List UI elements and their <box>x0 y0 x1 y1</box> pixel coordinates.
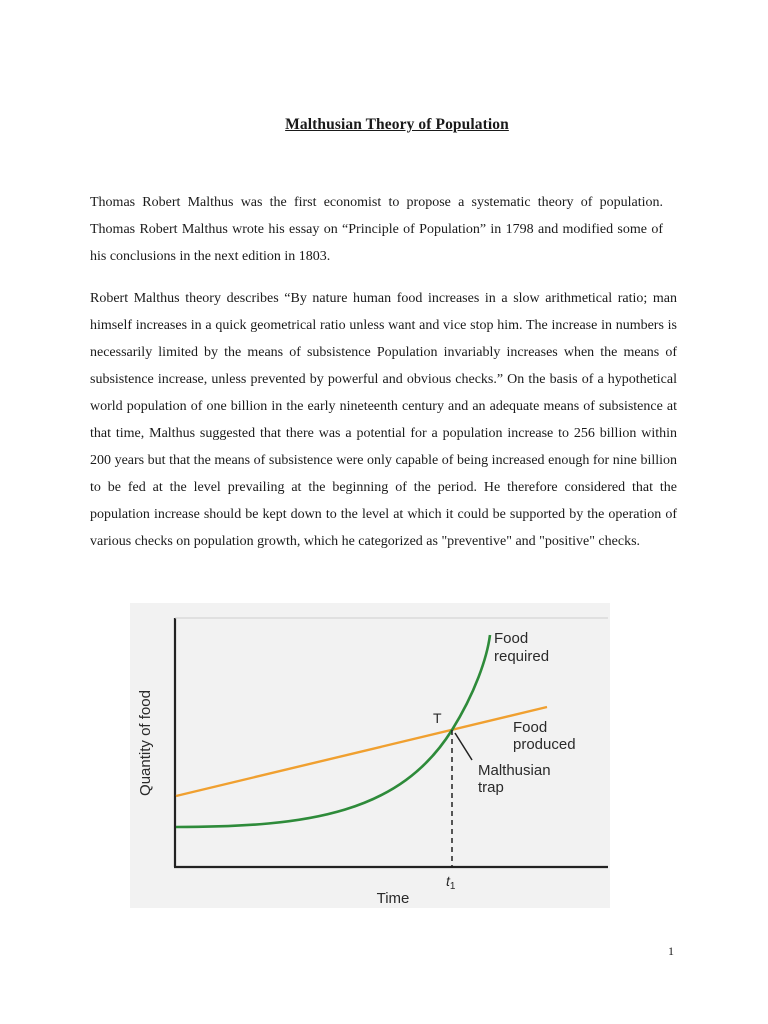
food-produced-label-line1: Food <box>513 719 548 736</box>
paragraph-intro: Thomas Robert Malthus was the first economist to propose a systematic theory of population. Thomas Robert Malthus wrote his essay on “Principle of Population” in 1798 and modified some of his conclusions in the next edition in 1803. <box>90 195 663 264</box>
food-required-label-line2: required <box>494 648 550 665</box>
page-number: 1 <box>668 944 674 958</box>
x-tick-label-t: t <box>446 873 450 889</box>
intersection-label: T <box>433 710 442 726</box>
food-required-label-line1: Food <box>494 630 529 647</box>
trap-label-line1: Malthusian <box>478 762 551 779</box>
document-title: Malthusian Theory of Population <box>285 116 509 133</box>
malthusian-trap-figure <box>130 603 610 908</box>
y-axis-label: Quantity of food <box>137 690 154 796</box>
paragraph-theory: Robert Malthus theory describes “By nature human food increases in a slow arithmetical ratio; man himself increases in a quick geometrical ratio unless want and vice stop him. The increase in numbers is necessarily limited by the means of subsistence Population invariably increases when the means of subsistence increase, unless prevented by powerful and obvious checks.” On the basis of a hypothetical world population of one billion in the early nineteenth century and an adequate means of subsistence at that time, Malthus suggested that there was a potential for a population increase to 256 billion within 200 years but that the means of subsistence were only capable of being increased enough for nine billion to be fed at the level prevailing at the beginning of the period. He therefore considered that the population increase should be kept down to the level at which it could be supported by the operation of various checks on population growth, which he categorized as "preventive" and "positive" checks. <box>90 291 677 549</box>
x-axis-label: Time <box>376 890 410 907</box>
x-tick-label-subscript: 1 <box>449 881 456 892</box>
food-produced-label-line2: produced <box>513 736 576 753</box>
trap-label-line2: trap <box>478 779 504 796</box>
